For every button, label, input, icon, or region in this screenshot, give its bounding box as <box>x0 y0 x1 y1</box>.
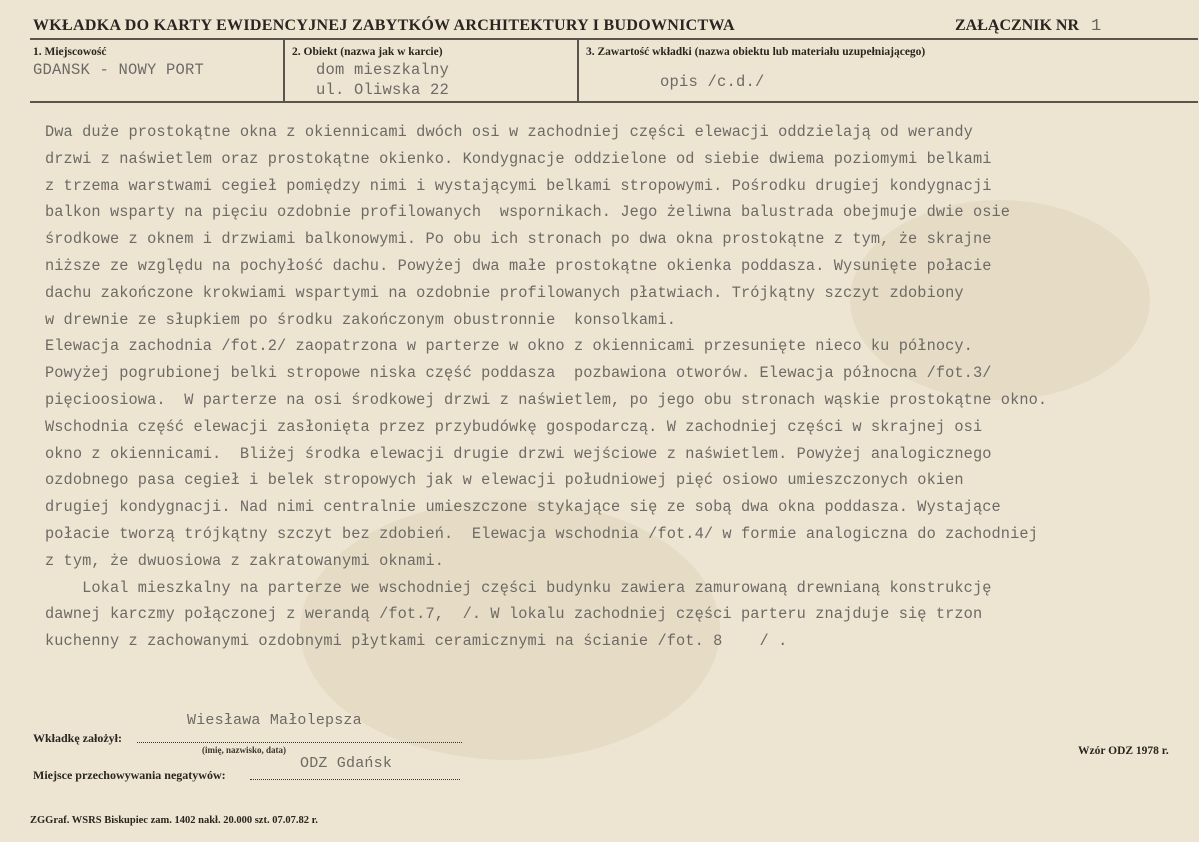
description-line: ozdobnego pasa cegieł i belek stropowych jak w elewacji południowej pięć osiowo umieszczonych okien <box>45 471 964 490</box>
attachment-label <box>955 17 1101 36</box>
field-divider <box>283 40 285 102</box>
description-line: okno z okiennicami. Bliżej środka elewacji drugie drzwi wejściowe z naświetlem. Powyżej analogicznego <box>45 444 992 463</box>
card-title: WKŁADKA DO KARTY EWIDENCYJNEJ ZABYTKÓW ARCHITEKTURY I BUDOWNICTWA <box>33 17 735 34</box>
form-model: Wzór ODZ 1978 r. <box>1078 745 1169 757</box>
description-line: kuchenny z zachowanymi ozdobnymi płytkami ceramicznymi na ścianie /fot. 8 / . <box>45 632 788 651</box>
storage-line <box>250 779 460 780</box>
attachment-number: 1 <box>1091 17 1102 36</box>
storage-label: Miejsce przechowywania negatywów: <box>33 768 226 782</box>
content-label: 3. Zawartość wkładki (nazwa obiektu lub materiału uzupełniającego) <box>586 46 926 58</box>
object-label: 2. Obiekt (nazwa jak w karcie) <box>292 46 443 58</box>
object-value-line2: ul. Oliwska 22 <box>316 81 450 99</box>
description-text <box>45 119 1165 655</box>
description-line: Elewacja zachodnia /fot.2/ zaopatrzona w parterze w okno z okiennicami przesunięte nieco ku północy. <box>45 337 973 356</box>
description-line: pięcioosiowa. W parterze na osi środkowej drzwi z naświetlem, po jego obu stronach wąskie prostokątne okno. <box>45 390 1048 409</box>
author-value: Wiesława Małolepsza <box>187 712 362 729</box>
description-line: Dwa duże prostokątne okna z okiennicami dwóch osi w zachodniej części elewacji oddzielają od werandy <box>45 123 973 141</box>
description-line: niższe ze względu na pochyłość dachu. Powyżej dwa małe prostokątne okienka poddasza. Wysunięte połacie <box>45 256 992 275</box>
printer-imprint: ZGGraf. WSRS Biskupiec zam. 1402 nakł. 20.000 szt. 07.07.82 r. <box>30 815 318 826</box>
description-line: w drewnie ze słupkiem po środku zakończonym obustronnie konsolkami. <box>45 310 677 329</box>
header-rule <box>30 38 1198 40</box>
attachment-label-text: ZAŁĄCZNIK NR <box>955 17 1080 34</box>
storage-value: ODZ Gdańsk <box>300 755 393 772</box>
locality-label: 1. Miejscowość <box>33 46 107 58</box>
fields-rule <box>30 101 1198 103</box>
description-line: drugiej kondygnacji. Nad nimi centralnie umieszczone stykające się ze sobą dwa okna poddasza. Wystające <box>45 498 1001 517</box>
author-caption: (imię, nazwisko, data) <box>202 745 286 755</box>
description-line: połacie tworzą trójkątny szczyt bez zdobień. Elewacja wschodnia /fot.4/ w formie analogiczna do zachodniej <box>45 524 1038 543</box>
object-value-line1: dom mieszkalny <box>316 61 450 79</box>
description-line: środkowe z oknem i drzwiami balkonowymi. Po obu ich stronach po dwa okna prostokątne z tym, że skrajne <box>45 230 992 249</box>
description-line: Lokal mieszkalny na parterze we wschodniej części budynku zawiera zamurowaną drewnianą konstrukcję <box>45 578 992 597</box>
description-line: z tym, że dwuosiowa z zakratowanymi oknami. <box>45 551 445 570</box>
description-line: dachu zakończone krokwiami wspartymi na ozdobnie profilowanych płatwiach. Trójkątny szczyt zdobiony <box>45 283 964 302</box>
description-line: balkon wsparty na pięciu ozdobnie profilowanych wspornikach. Jego żeliwna balustrada obejmuje dwie osie <box>45 203 1011 222</box>
description-line: Powyżej pogrubionej belki stropowe niska część poddasza pozbawiona otworów. Elewacja północna /fot.3/ <box>45 364 992 383</box>
locality-value: GDANSK - NOWY PORT <box>33 61 205 79</box>
description-line: drzwi z naświetlem oraz prostokątne okienko. Kondygnacje oddzielone od siebie dwiema poziomymi belkami <box>45 149 992 168</box>
description-line: Wschodnia część elewacji zasłonięta przez przybudówkę gospodarczą. W zachodniej części w skrajnej osi <box>45 417 983 436</box>
content-value: opis /c.d./ <box>660 73 765 91</box>
description-line: dawnej karczmy połączonej z werandą /fot.7, /. W lokalu zachodniej części parteru znajduje się trzon <box>45 605 983 624</box>
description-line: z trzema warstwami cegieł pomiędzy nimi i wystającymi belkami stropowymi. Pośrodku drugiej kondygnacji <box>45 176 992 195</box>
field-divider <box>577 40 579 102</box>
author-line <box>137 742 462 743</box>
author-label: Wkładkę założył: <box>33 731 122 745</box>
